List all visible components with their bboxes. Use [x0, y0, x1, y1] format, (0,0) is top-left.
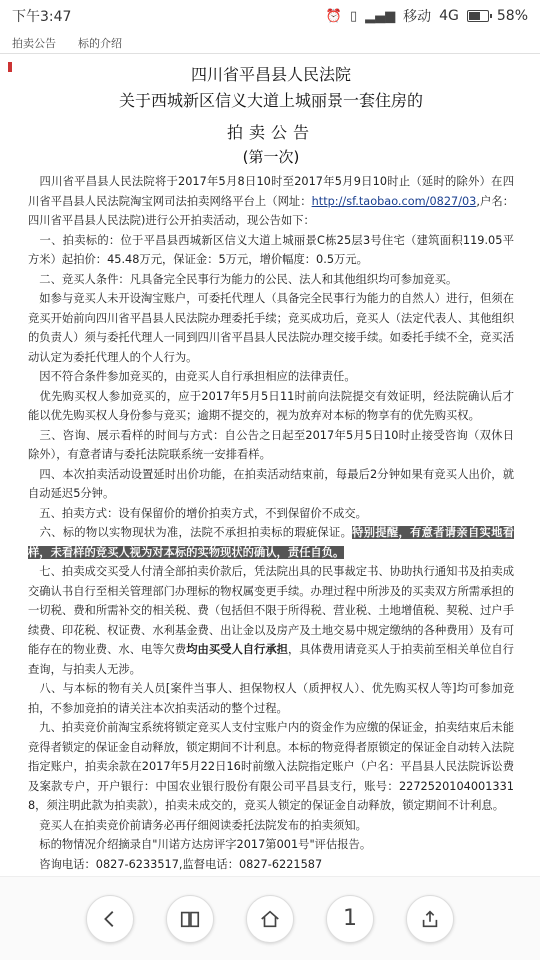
share-icon	[419, 908, 441, 930]
back-button[interactable]	[86, 895, 134, 943]
condition-text: 六、标的物以实物现状为准，法院不承担拍卖标的瑕疵保证。	[39, 526, 353, 539]
tabs-button[interactable]	[326, 895, 374, 943]
share-button[interactable]	[406, 895, 454, 943]
proxy-text: 如参与竞买人未开设淘宝账户，可委托代理人（具备完全民事行为能力的自然人）进行，但须在竞买开始前向四川省平昌县人民法院办理委托手续；竞买成功后，竞买人（法定代表人、其他组织的负责人）须与委托代理人一同到四川省平昌县人民法院办理交接手续。如委托手续不全，竞买活动认定为委托代理人的个人行为。	[28, 292, 514, 364]
transfer-text-b: ，具体费用请竞买人于拍卖前至相关单位自行查询，与拍卖人无涉。	[28, 643, 514, 676]
paragraph-reading	[28, 816, 514, 836]
item-text: 一、拍卖标的：位于平昌县西城新区信义大道上城丽景C栋25层3号住宅（建筑面积119.05平方米）起拍价：45.48万元，保证金：5万元，增价幅度：0.5万元。	[28, 233, 514, 266]
book-icon	[179, 908, 201, 930]
edge-marker	[8, 62, 12, 72]
appraisal-text: 标的物情况介绍摘录自"川诺方达房评字2017第001号"评估报告。	[39, 838, 372, 851]
battery-percent: 58%	[496, 8, 528, 24]
paragraph-appraisal	[28, 835, 514, 855]
notice-title: 拍卖公告	[226, 123, 315, 142]
home-button[interactable]	[246, 895, 294, 943]
paragraph-consultation	[28, 426, 514, 465]
contact-phone-text: 咨询电话：0827-6233517,监督电话：0827-6221587	[39, 857, 323, 871]
paragraph-method	[28, 504, 514, 524]
deposit-text: 九、拍卖竞价前淘宝系统将锁定竞买人支付宝账户内的资金作为应缴的保证金，拍卖结束后未能竞得者锁定的保证金自动释放，锁定期间不计利息。本标的物竞得者原锁定的保证金自动转入法院指定账户，拍卖余款在2017年5月22日16时前缴入法院指定账户（户名：平昌县人民法院诉讼费及案款专户，开户银行：中国农业银行股份有限公司平昌县支行，账号：22725201040013318，须注明此款为拍卖款），拍卖未成交的，竞买人锁定的保证金自动释放，锁定期间不计利息。	[28, 721, 514, 812]
tab-strip	[0, 32, 540, 54]
priority-text: 优先购买权人参加竞买的，应于2017年5月5日11时前向法院提交有效证明，经法院确认后才能以优先购买权人身份参与竞买；逾期不提交的，视为放弃对本标的物享有的优先购买权。	[28, 389, 514, 422]
transfer-text-a: 七、拍卖成交买受人付清全部拍卖价款后，凭法院出具的民事裁定书、协助执行通知书及拍卖成交确认书自行至相关管理部门办理标的物权属变更手续。办理过程中所涉及的买卖双方所需承担的一切税、费和所需补交的相关税、费（包括但不限于所得税、营业税、土地增值税、契税、过户手续费、印花税、权证费、水利基金费、出让金以及房产及土地交易中规定缴纳的各种费用）及有可能存在的物业费、水、电等欠费	[28, 565, 514, 656]
tab-announcement[interactable]: 拍卖公告	[12, 36, 56, 50]
related-parties-text: 八、与本标的物有关人员[案件当事人、担保物权人（质押权人）、优先购买权人等]均可参加竞拍，不参加竞拍的请关注本次拍卖活动的整个过程。	[28, 682, 514, 715]
signal-icon: ▂▄▆	[365, 8, 396, 24]
paragraph-transfer	[28, 562, 514, 679]
paragraph-condition-warning	[28, 523, 514, 562]
subject-title: 关于西城新区信义大道上城丽景一套住房的	[118, 91, 423, 110]
contact-phone	[28, 855, 514, 875]
intro-paragraph	[28, 172, 514, 231]
bottom-nav-bar	[0, 876, 540, 960]
round-title: (第一次)	[242, 148, 300, 166]
paragraph-bidder-conditions	[28, 270, 514, 290]
carrier-name: 移动	[403, 9, 432, 25]
status-bar	[0, 0, 540, 32]
liability-text: 因不符合条件参加竞买的，由竞买人自行承担相应的法律责任。	[39, 370, 356, 383]
method-text: 五、拍卖方式：设有保留价的增价拍卖方式，不到保留价不成交。	[39, 506, 367, 520]
paragraph-related-parties	[28, 679, 514, 718]
consultation-text: 三、咨询、展示看样的时间与方式：自公告之日起至2017年5月5日10时止接受咨询（双休日除外），有意者请与委托法院联系统一安排看样。	[28, 428, 514, 461]
reader-button[interactable]	[166, 895, 214, 943]
highlighted-warning: 特别提醒，有意者请亲自实地看样，未看样的竞买人视为对本标的实物现状的确认，责任自负。	[28, 526, 514, 559]
paragraph-extension	[28, 465, 514, 504]
battery-fill	[469, 12, 481, 20]
paragraph-liability	[28, 367, 514, 387]
battery-icon	[467, 10, 489, 22]
network-type: 4G	[439, 8, 459, 24]
paragraph-item	[28, 231, 514, 270]
alarm-icon: ⏰	[325, 8, 342, 24]
conditions-text: 二、竞买人条件：凡具备完全民事行为能力的公民、法人和其他组织均可参加竞买。	[39, 272, 458, 286]
transfer-bold: 均由买受人自行承担	[186, 643, 288, 656]
intro-text-b: ,户名：四川省平昌县人民法院)进行公开拍卖活动，现公告如下：	[28, 194, 514, 227]
paragraph-proxy	[28, 289, 514, 367]
status-time: 下午3:47	[12, 9, 72, 25]
chevron-left-icon	[99, 908, 121, 930]
reading-text: 竞买人在拍卖竞价前请务必再仔细阅读委托法院发布的拍卖须知。	[39, 818, 367, 832]
extension-text: 四、本次拍卖活动设置延时出价功能，在拍卖活动结束前，每最后2分钟如果有竞买人出价，就自动延迟5分钟。	[28, 467, 514, 500]
court-name-title: 四川省平昌县人民法院	[190, 65, 351, 84]
tab-count: 1	[343, 906, 357, 931]
intro-text-a: 四川省平昌县人民法院将于2017年5月8日10时至2017年5月9日10时止（延时的除外）在四川省平昌县人民法院淘宝网司法拍卖网络平台上（网址：	[28, 175, 514, 208]
auction-url-link[interactable]: http://sf.taobao.com/0827/03	[311, 194, 477, 208]
paragraph-priority	[28, 387, 514, 426]
document-body[interactable]	[0, 58, 540, 876]
paragraph-deposit	[28, 718, 514, 816]
home-icon	[259, 908, 281, 930]
tab-item-intro[interactable]: 标的介绍	[78, 36, 122, 50]
vibrate-icon: ▯	[349, 8, 358, 24]
